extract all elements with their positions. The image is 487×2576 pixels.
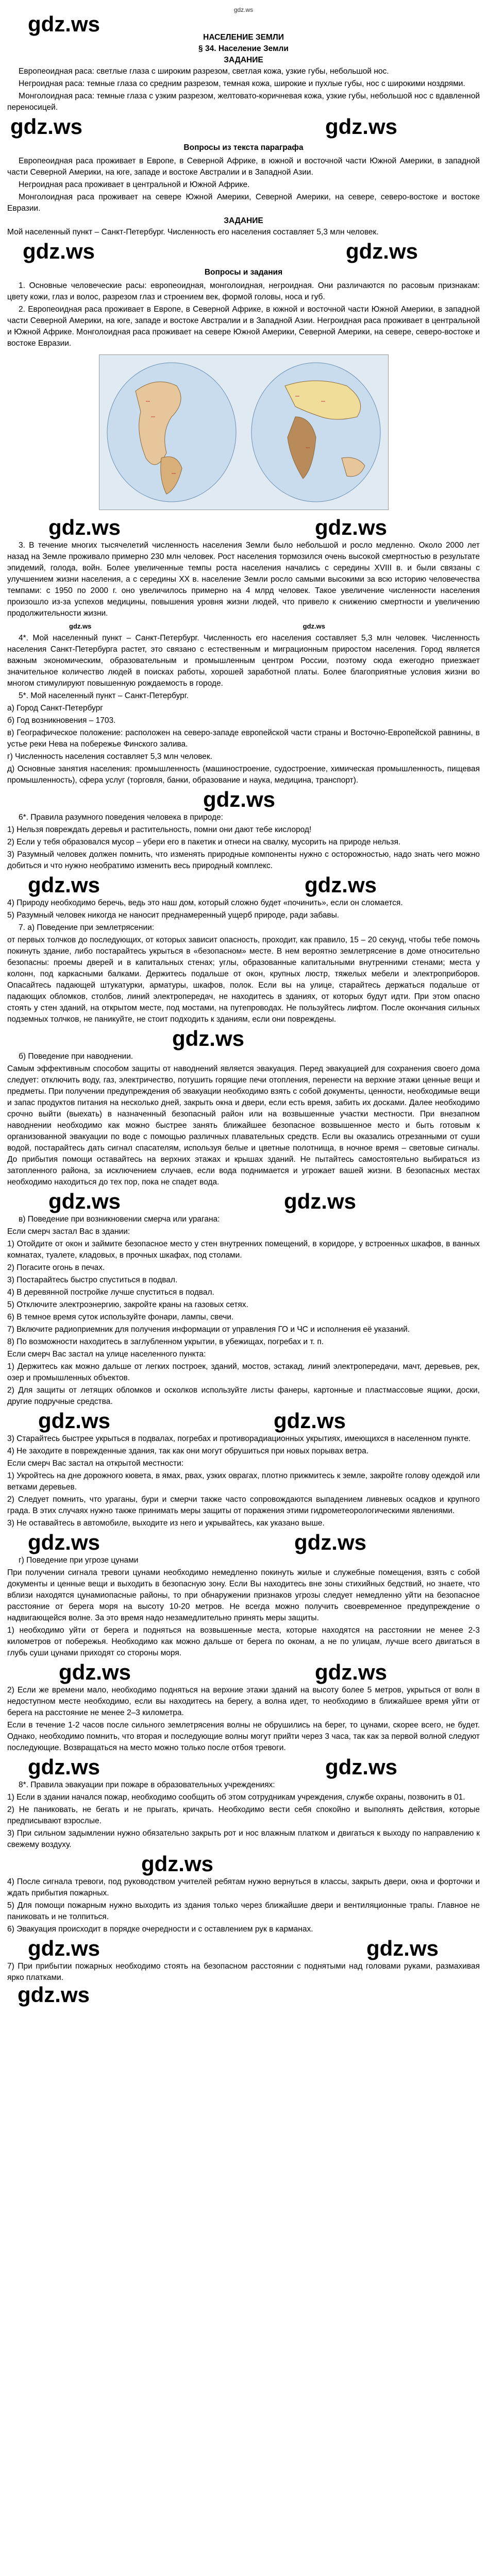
watermark-row	[7, 620, 480, 633]
qa-7-c-outside: Если смерч Вас застал на улице населенного пункта:	[7, 1350, 206, 1359]
watermark-row	[7, 1755, 480, 1780]
q-answer-1: Европеоидная раса проживает в Европе, в Северной Африке, в южной и восточной части Южной Америки, в западной части Северной Америки, на юге, западе и востоке Австралии и в Западной Азии.	[7, 157, 480, 177]
watermark-row	[7, 239, 480, 264]
qa-7-d-after: Если в течение 1-2 часов после сильного землетрясения волны не обрушились на берег, то цунами, скорее всего, не будет. Однако, необходимо помнить, что вторая и последующие волны могут прийти через 3 часа, так как за первой волной следуют последующие. Возвращаться на место можно только после отбоя тревоги.	[7, 1721, 480, 1752]
watermark: gdz.ws	[48, 515, 121, 539]
qa-6: 6*. Правила разумного поведения человека в природе:	[19, 813, 223, 822]
qa-8-item: 3) При сильном задымлении нужно обязательно закрыть рот и нос влажным платком и двигаться к выходу по направлению к свежему воздуху.	[7, 1829, 480, 1849]
watermark-row	[7, 1852, 480, 1876]
watermark-row	[7, 1530, 480, 1555]
qa-7-b: Самым эффективным способом защиты от наводнений является эвакуация. Перед эвакуацией для сохранения своего дома следует: отключить воду, газ, электричество, потушить горящие печи отопления, перенести на верхние этажи ценные вещи и предметы. При получении предупреждения об эвакуации необходимо взять с собой документы, ценности, необходимые вещи и запас продуктов питания на несколько дней, закрыть окна и двери, если есть время, забить их досками. Далее необходимо срочно выйти (выехать) в назначенный безопасный район или на возвышенные участки местности. При внезапном наводнении необходимо как можно быстрее занять ближайшее безопасное возвышенное место и быть готовым к организованной эвакуации по воде с помощью различных плавательных средств. Если вы оказались отрезанными от суши водой, постарайтесь дать сигнал спасателям, используя белые и цветные полотнища, в ночное время – световые сигналы. До прибытия помощи оставайтесь на верхних этажах и крышах зданий. Не пытайтесь самостоятельно выбираться из затопленного района, за исключением случаев, если вода поднимается и угрожает вашей жизни. В безопасных местах необходимо находиться до тех пор, пока не спадет вода.	[7, 1064, 480, 1187]
watermark: gdz.ws	[203, 787, 276, 811]
watermark: gdz.ws	[28, 873, 100, 897]
qa-6-item: 4) Природу необходимо беречь, ведь это наш дом, который сложно будет «починить», если он сломается.	[7, 899, 403, 907]
qa-7-d-title: г) Поведение при угрозе цунами	[19, 1556, 139, 1565]
watermark: gdz.ws	[38, 1409, 111, 1433]
qa-7-d-item: 1) необходимо уйти от берега и подняться на возвышенные места, которые находятся на расстоянии не менее 2-3 километров от побережья. Необходимо как можно дальше от берега по оконам, а не по улицам, лучше всего двигаться в глубь суши цунами приходят со стороны моря.	[7, 1626, 480, 1657]
site-label[interactable]: gdz.ws	[233, 6, 254, 13]
watermark: gdz.ws	[23, 239, 95, 263]
qa-7-b-title: б) Поведение при наводнении.	[19, 1052, 133, 1061]
world-map-illustration	[99, 355, 388, 510]
qa-8-item: 2) Не паниковать, не бегать и не прыгать, кричать. Необходимо вести себя спокойно и выполнять действия, которые предписывают взрослые.	[7, 1805, 480, 1825]
qa-7-c-outside-item: 2) Для защиты от летящих обломков и осколков используйте листы фанеры, картонные и пластмассовые ящики, доски, другие подручные средства.	[7, 1386, 480, 1406]
watermark: gdz.ws	[10, 114, 83, 139]
watermark: gdz.ws	[304, 873, 377, 897]
watermark: gdz.ws	[28, 12, 100, 36]
watermark: gdz.ws	[69, 622, 92, 630]
watermark-row	[7, 114, 480, 139]
qa-7-a: от первых толчков до последующих, от которых зависит опасность, проходит, как правило, 15 – 20 секунд, чтобы тебе помочь покинуть здание, либо постарайтесь укрыться в «безопасном» месте. В нем вероятно землетрясение в доме относительно безопасны: проемы дверей и в капитальных стенах; углы, образованные капитальными внутренними стенами; места у колонн, под каркасными балками. Держитесь подальше от окон, крупных люстр, тяжелых мебели и электроприборов. Опасайтесь падающей штукатурки, арматуры, шкафов, полок. Если вы на улице, старайтесь держаться подальше от падающих обломков, столбов, линий электропередач, не находитесь в зданиях, от которых будут идти. При этом опасно стоять у стен зданий, на открытом месте, под мостами, на путепроводах. Не пользуйтесь лифтом. После окончания сильных подземных толчков, не паникуйте, не стоит подходить к зданиям, если они повреждены.	[7, 936, 480, 1024]
qa-8-item: 1) Если в здании начался пожар, необходимо сообщить об этом сотрудникам учреждения, службе охраны, позвонить в 01.	[7, 1793, 465, 1802]
qa-3: 3. В течение многих тысячелетий численность населения Земли было небольшой и росло медленно. Около 2000 лет назад на Земле проживало примерно 230 млн человек. Рост населения тормозился очень высокой смертностью в результате эпидемий, голода, войн. Более увеличенные темпы роста населения начались с середины XVIII в. и были связаны с улучшением жизни населения, а с середины XX в. население Земли росло самыми высокими за всю историю человечества темпами: с 1950 по 2000 г. оно увеличилось примерно на 4 млрд человек. Такое увеличение численности населения произошло из-за успехов медицины, повышения уровня жизни людей, что привело к снижению смертности и увеличению продолжительности жизни.	[7, 541, 480, 618]
qa-4: 4*. Мой населенный пункт – Санкт-Петербург. Численность его населения составляет 5,3 млн человек. Численность населения Санкт-Петербурга растет, это связано с естественным и миграционным приростом населения. Город является важным экономическим, образовательным и промышленным центром России, поэтому сюда ежегодно приезжает значительное количество людей в поисках работы, хорошей заработной платы. Более благоприятные условия жизни во многом стимулируют повышенную рождаемость в городе.	[7, 634, 480, 688]
watermark: gdz.ws	[28, 1530, 100, 1554]
qa-5-item: г) Численность населения составляет 5,3 млн человек.	[7, 752, 212, 761]
watermark: gdz.ws	[314, 515, 387, 539]
watermark: gdz.ws	[366, 1936, 439, 1960]
watermark-row	[7, 1660, 480, 1685]
qa-7-d: При получении сигнала тревоги цунами необходимо немедленно покинуть жилые и служебные помещения, взять с собой документы и ценные вещи и выходить в безопасную зону. Если Вы находитесь вне зоны стихийных бедствий, но знаете, что вблизи находятся цунамиопасные районы, то при обнаружении признаков угрозы следует немедленно уйти на безопасное расстояние от берега моря на высоту 10-20 метров. Не всегда можно получить своевременное предупреждение о надвигающейся волне. За это время надо незамедлительно принять меры защиты.	[7, 1568, 480, 1622]
qa-7-c-open: Если смерч Вас застал на открытой местности:	[7, 1459, 184, 1468]
watermark: gdz.ws	[48, 1189, 121, 1213]
task2-label: ЗАДАНИЕ	[224, 216, 263, 225]
watermark: gdz.ws	[28, 1755, 100, 1779]
qa-7-c-item: 7) Включите радиоприемник для получения информации от управления ГО и ЧС и исполнения её указаний.	[7, 1325, 410, 1334]
world-race-map	[99, 354, 389, 510]
watermark-row	[7, 1982, 480, 2007]
qa-7-c-item: 3) Постарайтесь быстро спуститься в подвал.	[7, 1276, 178, 1284]
qa-8-title: 8*. Правила эвакуации при пожаре в образовательных учреждениях:	[19, 1781, 275, 1789]
qa-5-item: в) Географическое положение: расположен на северо-западе европейской части страны и Восточно-Европейской равнины, в устье реки Нева на побережье Финского залива.	[7, 728, 480, 749]
qa-6-item: 5) Разумный человек никогда не наносит преднамеренный ущерб природе, ради забавы.	[7, 911, 340, 920]
watermark: gdz.ws	[172, 1026, 245, 1050]
qa-7-c-outside-item: 1) Держитесь как можно дальше от легких построек, зданий, мостов, эстакад, линий электропередачи, мачт, деревьев, рек, озер и промышленных объектов.	[7, 1362, 480, 1382]
watermark: gdz.ws	[18, 1982, 90, 2007]
watermark-row	[7, 515, 480, 540]
qa-7-c-title: в) Поведение при возникновении смерча или урагана:	[19, 1215, 220, 1224]
qa-8-item: 6) Эвакуация происходит в порядке очередности и с оставлением рук в карманах.	[7, 1925, 313, 1934]
watermark-row	[7, 12, 480, 36]
watermark-row	[7, 1189, 480, 1214]
qa-7-c-item: 4) В деревянной постройке лучше спуститься в подвал.	[7, 1288, 214, 1297]
qa-7-c-outside-item: 3) Старайтесь быстрее укрыться в подвалах, погребах и противорадиационных укрытиях, имеющихся в населенном пункте.	[7, 1434, 471, 1443]
qa-7-c-item: 5) Отключите электроэнергию, закройте краны на газовых сетях.	[7, 1300, 248, 1309]
section-title: § 34. Население Земли	[198, 44, 289, 53]
qa-2: 2. Европеоидная раса проживает в Европе, в Северной Африке, в южной и восточной части Южной Америки, в западной части Северной Америки, на юге, западе и востоке Австралии и в Западной Азии. Негроидная раса проживает в центральной и Южной Африке. Монголоидная раса проживает на севере Южной Америки, Северной Америки, на севере, северо-востоке и востоке Евразии.	[7, 305, 480, 348]
qa-7-title: 7. а) Поведение при землетрясении:	[19, 923, 155, 932]
qa-7-c-item: 1) Отойдите от окон и займите безопасное место у стен внутренних помещений, в коридоре, у встроенных шкафов, в ванных комнатах, туалете, кладовых, в прочных шкафах, под столами.	[7, 1240, 480, 1260]
q-answer-3: Монголоидная раса проживает на севере Южной Америки, Северной Америки, на севере, северо-востоке и востоке Евразии.	[7, 193, 480, 213]
qa-7-c-item: 8) По возможности находитесь в заглубленном укрытии, в убежищах, погребах и т. п.	[7, 1337, 324, 1346]
watermark-row	[7, 1409, 480, 1433]
watermark: gdz.ws	[314, 1660, 387, 1684]
watermark: gdz.ws	[59, 1660, 131, 1684]
qa-8-item: 7) При прибытии пожарных необходимо стоять на безопасном расстоянии с поднятыми над головами руками, размахивая ярко платками.	[7, 1962, 480, 1982]
watermark-row	[7, 1936, 480, 1961]
q-answer-2: Негроидная раса проживает в центральной и Южной Африке.	[19, 180, 250, 189]
qa-7-c-outside-item: 4) Не заходите в поврежденные здания, так как они могут обрушиться при новых порывах ветра.	[7, 1447, 369, 1455]
qa-7-c-intro: Если смерч застал Вас в здании:	[7, 1227, 130, 1236]
qa-7-c-item: 6) В темное время суток используйте фонари, лампы, свечи.	[7, 1313, 234, 1321]
qa-1: 1. Основные человеческие расы: европеоидная, монголоидная, негроидная. Они различаются по расовым признакам: цвету кожи, глаз и волос, разрезом глаз и строением век, формой головы, носа и губ.	[7, 281, 480, 301]
qa-7-c-item: 2) Погасите огонь в печах.	[7, 1263, 105, 1272]
watermark: gdz.ws	[303, 622, 325, 630]
qa-heading: Вопросы и задания	[204, 268, 283, 277]
watermark: gdz.ws	[141, 1852, 214, 1876]
qa-5-item: д) Основные занятия населения: промышленность (машиностроение, судостроение, химическая промышленность, пищевая промышленность), сфера услуг (торговля, банки, образование и наука, медицина, транспорт).	[7, 765, 480, 785]
watermark: gdz.ws	[345, 239, 418, 263]
watermark: gdz.ws	[325, 1755, 397, 1779]
qa-5-title: 5*. Мой населенный пункт – Санкт-Петербург.	[19, 691, 189, 700]
qa-5-item: а) Город Санкт-Петербург	[7, 704, 103, 713]
questions-heading: Вопросы из текста параграфа	[183, 143, 304, 152]
qa-7-d-item: 2) Если же времени мало, необходимо подняться на верхние этажи зданий на высоту более 5 метров, укрыться от волн в недоступном месте необходимо, если вы находитесь на берегу, а волна идет, то необходимо в ближайшее время уйти от берега на расстояние не менее 2–3 километра.	[7, 1686, 480, 1717]
qa-6-item: 2) Если у тебя образовался мусор – убери его в пакетик и отнеси на свалку, мусорить на природе нельзя.	[7, 838, 401, 846]
qa-7-c-open-item: 1) Укройтесь на дне дорожного кювета, в ямах, рвах, узких оврагах, плотно прижмитесь к земле, закройте голову одеждой или ветками деревьев.	[7, 1471, 480, 1492]
qa-7-c-open-item: 3) Не оставайтесь в автомобиле, выходите из него и укрывайтесь, как указано выше.	[7, 1519, 325, 1528]
watermark: gdz.ws	[28, 1936, 100, 1960]
watermark: gdz.ws	[294, 1530, 366, 1554]
watermark: gdz.ws	[325, 114, 397, 139]
watermark-row	[7, 1026, 480, 1051]
qa-8-item: 4) После сигнала тревоги, под руководством учителей ребятам нужно вернуться в классы, закрыть двери, окна и форточки и ждать прибытия пожарных.	[7, 1877, 480, 1897]
race-3: Монголоидная раса: темные глаза с узким разрезом, желтовато-коричневая кожа, узкие губы, небольшой нос с вдавленной переносицей.	[7, 92, 480, 112]
race-1: Европеоидная раса: светлые глаза с широким разрезом, светлая кожа, узкие губы, небольшой нос.	[19, 67, 389, 76]
qa-6-item: 3) Разумный человек должен помнить, что изменять природные компоненты нужно с осторожностью, надо знать чего можно добиться и что нужно необратимо изменить весь природный комплекс.	[7, 850, 480, 870]
race-2: Негроидная раса: темные глаза со средним разрезом, темная кожа, широкие и пухлые губы, нос с широкими ноздрями.	[19, 79, 465, 88]
task2-text: Мой населенный пункт – Санкт-Петербург. Численность его населения составляет 5,3 млн человек.	[7, 228, 379, 236]
watermark: gdz.ws	[273, 1409, 346, 1433]
qa-6-item: 1) Нельзя повреждать деревья и растительность, помни они дают тебе кислород!	[7, 825, 312, 834]
page-title: НАСЕЛЕНИЕ ЗЕМЛИ	[203, 33, 284, 42]
watermark-row	[7, 873, 480, 897]
qa-8-item: 5) Для помощи пожарным нужно выходить из здания только через ближайшие двери и вентиляционные трапы. Главное не паниковать и не толпиться.	[7, 1901, 480, 1921]
watermark-row	[7, 787, 480, 812]
watermark: gdz.ws	[283, 1189, 356, 1213]
task-label: ЗАДАНИЕ	[224, 56, 263, 64]
qa-5-item: б) Год возникновения – 1703.	[7, 716, 116, 725]
qa-7-c-open-item: 2) Следует помнить, что ураганы, бури и смерчи также часто сопровождаются выпадением ливневых осадков и крупного града. В этих случаях нужно также принимать меры защиты от поражения этими гидрометеорологическими явлениями.	[7, 1495, 480, 1515]
